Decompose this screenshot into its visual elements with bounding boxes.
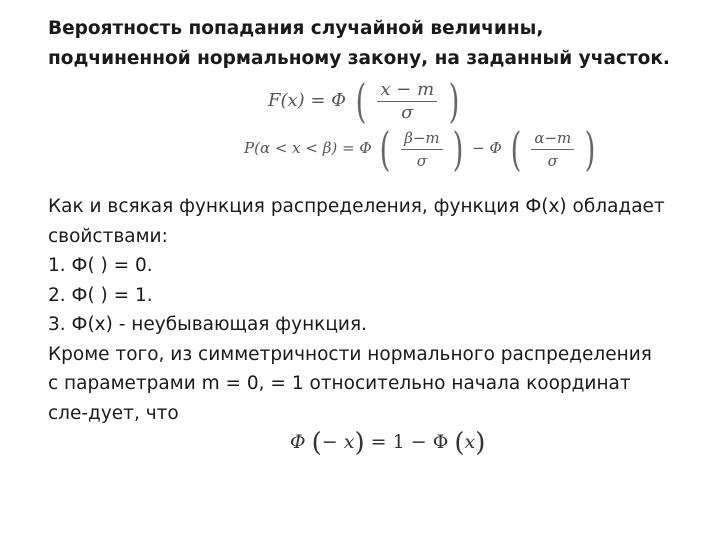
formula1-lhs: F(x) = Φ (268, 90, 346, 111)
formula2-fraction-1 (401, 128, 442, 171)
formula2-minus: − Φ (472, 139, 502, 157)
right-paren: ) (354, 428, 365, 458)
formula2-denominator-1: σ (416, 151, 428, 170)
formula3-arg2: x (464, 431, 476, 453)
right-paren: ) (453, 122, 464, 176)
body-line: с параметрами m = 0, = 1 относительно начала координат (48, 373, 631, 394)
formula2-numerator-1: β−m (401, 128, 442, 150)
left-paren: ( (380, 122, 391, 176)
formula1-denominator: σ (401, 101, 414, 123)
slide-title (48, 14, 688, 74)
title-line-1: Вероятность попадания случайной величины, (48, 18, 544, 39)
title-line-2: подчиненной нормальному закону, на заданный участок. (48, 48, 670, 69)
body-line: сле-дует, что (48, 402, 179, 424)
formula1-numerator: x − m (377, 80, 437, 102)
formula2-denominator-2: σ (547, 151, 558, 170)
formula-distribution-function (268, 74, 463, 128)
formula2-lhs: P(α < x < β) = Φ (244, 139, 372, 157)
body-line: 2. Ф( ) = 1. (48, 284, 153, 306)
formula3-lhs: Φ (290, 431, 306, 453)
body-line: Как и всякая функция распределения, функция Ф(х) обладает (48, 196, 665, 217)
formula-interval-probability (244, 122, 599, 176)
left-paren: ( (454, 428, 465, 458)
formula3-arg: − x (321, 431, 355, 453)
body-line: Кроме того, из симметричности нормального распределения (48, 343, 652, 365)
body-line: 3. Ф(х) - неубывающая функция. (48, 314, 367, 335)
right-paren: ) (584, 122, 596, 176)
body-line: 1. Ф( ) = 0. (48, 255, 153, 276)
formula1-fraction (377, 80, 437, 123)
right-paren: ) (475, 428, 486, 458)
right-paren: ) (448, 74, 460, 128)
left-paren: ( (510, 122, 521, 176)
formula-symmetry (290, 428, 485, 458)
formula2-fraction-2 (531, 128, 574, 171)
body-line: свойствами: (48, 225, 168, 247)
body-text (48, 192, 698, 428)
left-paren: ( (311, 428, 322, 458)
formula3-rhs: = 1 − Φ (370, 431, 449, 453)
formula2-numerator-2: α−m (531, 128, 574, 150)
left-paren: ( (355, 74, 367, 128)
